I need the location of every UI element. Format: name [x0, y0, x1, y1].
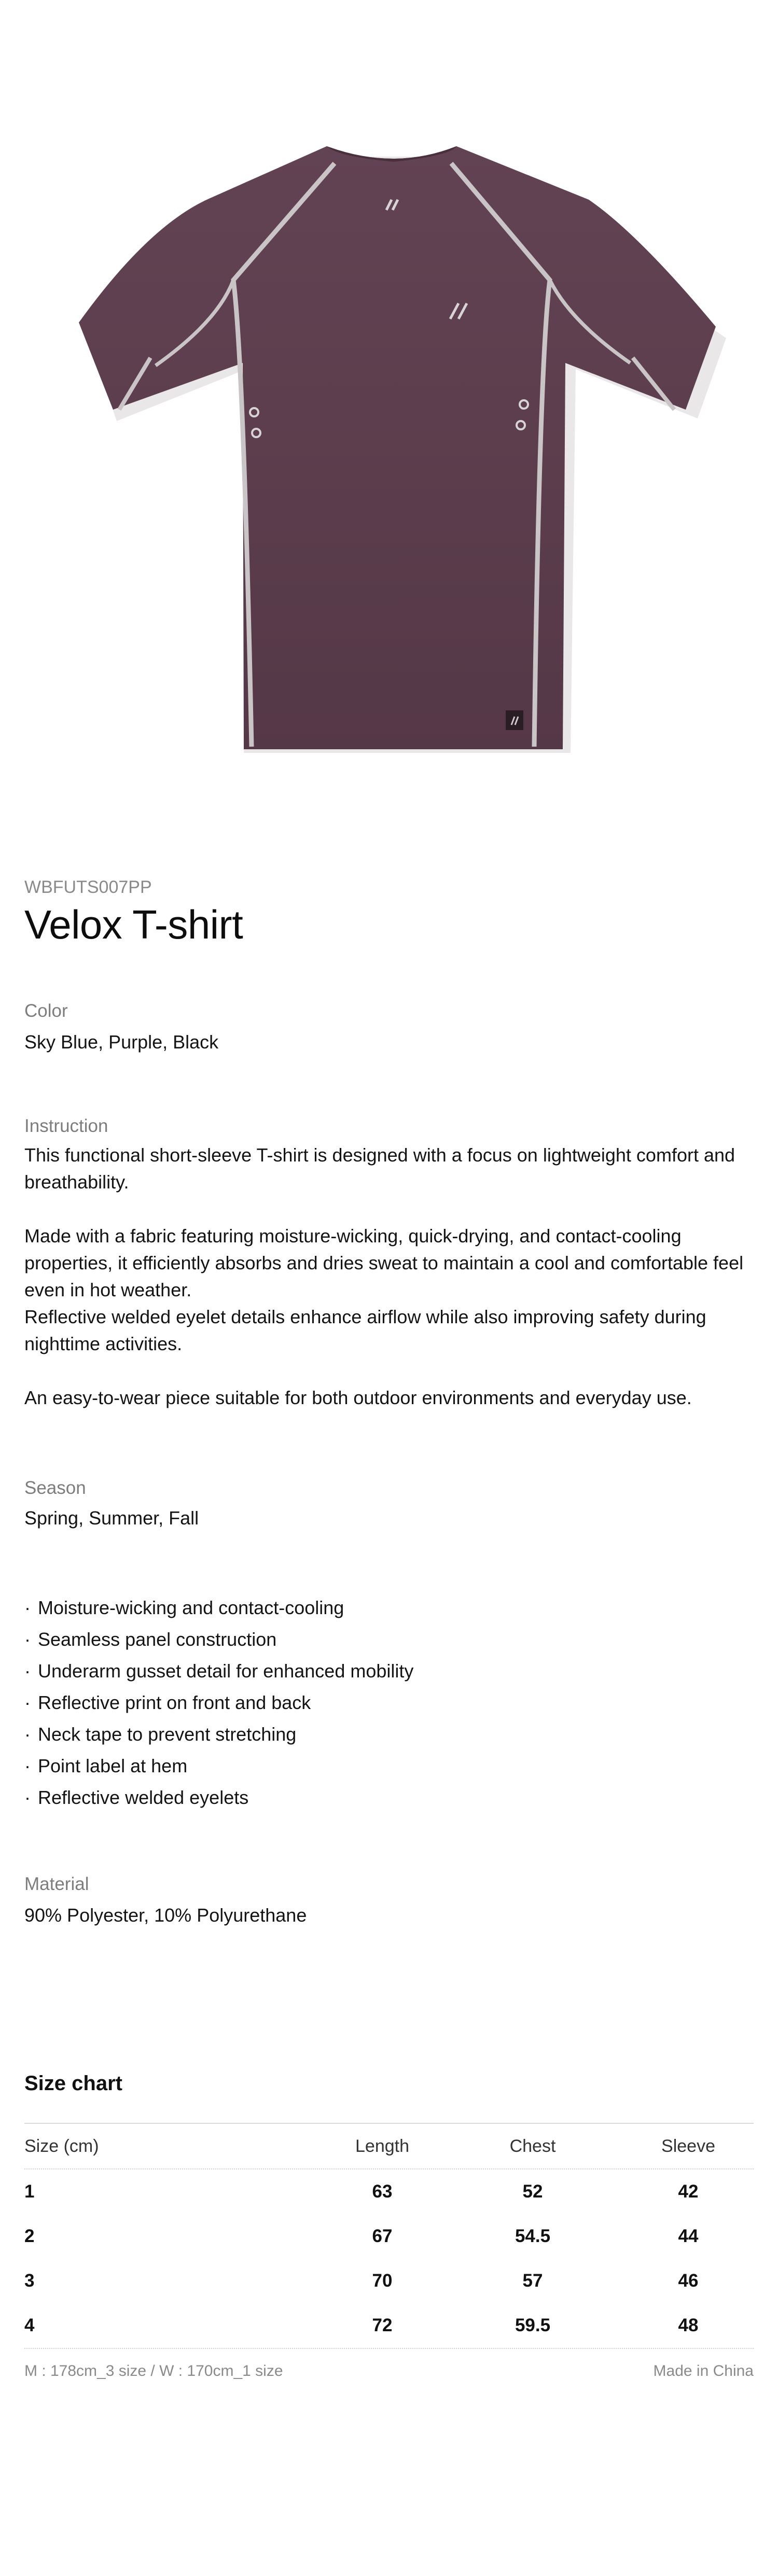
header-chest: Chest: [509, 2136, 556, 2156]
cell-size: 2: [24, 2226, 35, 2246]
instruction-paragraph: Reflective welded eyelet details enhance airflow while also improving safety during nighttime activities.: [24, 1306, 706, 1354]
feature-list: [24, 1592, 754, 1813]
cell-chest: 57: [522, 2271, 543, 2291]
cell-chest: 59.5: [515, 2315, 551, 2335]
product-sku: WBFUTS007PP: [24, 877, 152, 897]
instruction-paragraph: Made with a fabric featuring moisture-wicking, quick-drying, and contact-cooling properties, it efficiently absorbs and dries sweat to maintain a cool and comfortable feel even in hot weather.: [24, 1225, 744, 1300]
size-chart-title: Size chart: [24, 2072, 122, 2095]
material-label: Material: [24, 1874, 89, 1894]
cell-chest: 54.5: [515, 2226, 551, 2246]
instruction-paragraph: This functional short-sleeve T-shirt is designed with a focus on lightweight comfort and breathability.: [24, 1144, 735, 1193]
feature-item: · Underarm gusset detail for enhanced mobility: [24, 1655, 754, 1687]
cell-sleeve: 46: [678, 2271, 699, 2291]
color-value: Sky Blue, Purple, Black: [24, 1031, 219, 1053]
cell-length: 72: [372, 2315, 393, 2335]
table-row: [24, 2214, 754, 2259]
cell-size: 4: [24, 2315, 35, 2335]
instruction-body: [24, 1142, 754, 1411]
feature-item: · Moisture-wicking and contact-cooling: [24, 1592, 754, 1623]
instruction-paragraph: An easy-to-wear piece suitable for both outdoor environments and everyday use.: [24, 1387, 692, 1408]
product-image: [0, 0, 778, 809]
cell-length: 70: [372, 2271, 393, 2291]
table-header-row: [24, 2123, 754, 2169]
cell-sleeve: 44: [678, 2226, 699, 2246]
instruction-label: Instruction: [24, 1116, 108, 1136]
season-value: Spring, Summer, Fall: [24, 1507, 199, 1529]
product-title: Velox T-shirt: [24, 902, 243, 947]
color-label: Color: [24, 1001, 68, 1021]
origin-note: Made in China: [653, 2362, 754, 2379]
feature-item: · Reflective welded eyelets: [24, 1782, 754, 1813]
header-length: Length: [355, 2136, 409, 2156]
table-row: [24, 2259, 754, 2303]
cell-chest: 52: [522, 2181, 543, 2202]
feature-item: · Reflective print on front and back: [24, 1687, 754, 1718]
cell-sleeve: 42: [678, 2181, 699, 2202]
feature-item: · Point label at hem: [24, 1750, 754, 1782]
cell-length: 67: [372, 2226, 393, 2246]
material-value: 90% Polyester, 10% Polyurethane: [24, 1905, 307, 1926]
fit-note: M : 178cm_3 size / W : 170cm_1 size: [24, 2362, 283, 2379]
table-row: [24, 2303, 754, 2349]
cell-size: 1: [24, 2181, 35, 2202]
season-label: Season: [24, 1478, 86, 1498]
cell-size: 3: [24, 2271, 35, 2291]
table-row: [24, 2169, 754, 2214]
header-sleeve: Sleeve: [661, 2136, 715, 2156]
feature-item: · Seamless panel construction: [24, 1623, 754, 1655]
size-chart-table: [24, 2123, 754, 2349]
cell-sleeve: 48: [678, 2315, 699, 2335]
feature-item: · Neck tape to prevent stretching: [24, 1718, 754, 1750]
cell-length: 63: [372, 2181, 393, 2202]
header-size: Size (cm): [24, 2136, 99, 2156]
shirt-body: [79, 146, 716, 749]
